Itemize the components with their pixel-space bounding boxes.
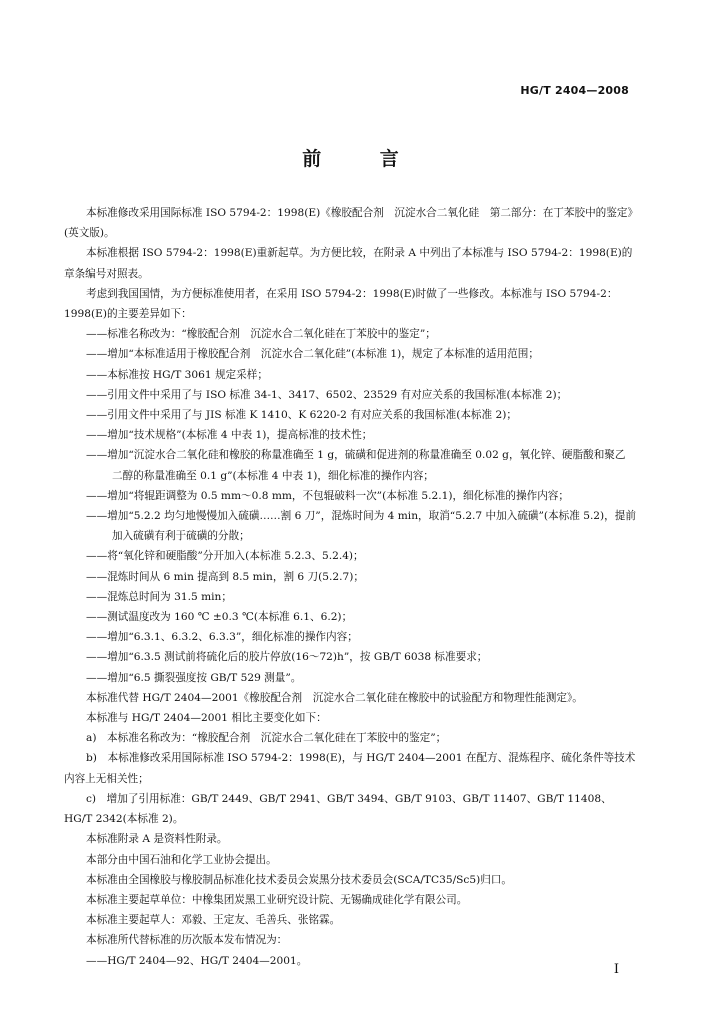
dash-item: ——增加“将辊距调整为 0.5 mm～0.8 mm，不包辊破料一次”(本标准 5.2.1)，细化标准的操作内容； (86, 489, 569, 502)
page-number: I (613, 962, 619, 977)
dash-item: ——将“氧化锌和硬脂酸”分开加入(本标准 5.2.3、5.2.4)； (86, 550, 364, 563)
paragraph-redrafting: 本标准根据 ISO 5794-2：1998(E)重新起草。为方便比较，在附录 A 中列出了本标准与 ISO 5794-2：1998(E)的章条编号对照表。 (64, 247, 633, 280)
list-item-b: b) 本标准修改采用国际标准 ISO 5794-2：1998(E)，与 HG/T 2404—2001 在配方、混炼程序、硫化条件等技术内容上无相关性； (64, 752, 636, 785)
dash-item: ——增加“6.3.5 测试前将硫化后的胶片停放(16～72)h”，按 GB/T 6038 标准要求； (86, 651, 488, 664)
dash-item: ——引用文件中采用了与 JIS 标准 K 1410、K 6220-2 有对应关系的我国标准(本标准 2)； (86, 409, 517, 422)
paragraph-proposer: 本部分由中国石油和化学工业协会提出。 (86, 853, 277, 866)
dash-item: ——HG/T 2404—92、HG/T 2404—2001。 (86, 954, 308, 967)
standard-code: HG/T 2404—2008 (520, 84, 629, 97)
paragraph-history-intro: 本标准所代替标准的历次版本发布情况为： (86, 934, 288, 947)
dash-item: ——增加“5.2.2 均匀地慢慢加入硫磺……割 6 刀”，混炼时间为 4 min，取消“5.2.7 中加入硫磺”(本标准 5.2)，提前加入硫磺有利于硫磺的分散； (86, 510, 636, 543)
list-item-a: a) 本标准名称改为：“橡胶配合剂 沉淀水合二氧化硅在丁苯胶中的鉴定”； (86, 732, 447, 745)
dash-item: ——增加“本标准适用于橡胶配合剂 沉淀水合二氧化硅”(本标准 1)，规定了本标准的适用范围； (86, 348, 539, 361)
paragraph-appendix: 本标准附录 A 是资料性附录。 (86, 833, 228, 846)
dash-item: ——增加“6.3.1、6.3.2、6.3.3”，细化标准的操作内容； (86, 631, 358, 644)
document-body (64, 203, 636, 971)
paragraph-changes-intro: 本标准与 HG/T 2404—2001 相比主要变化如下： (86, 712, 327, 725)
dash-item: ——增加“沉淀水合二氧化硅和橡胶的称量准确至 1 g，硫磺和促进剂的称量准确至 0.02 g，氧化锌、硬脂酸和聚乙二醇的称量准确至 0.1 g”(本标准 4 中表 1)，细化标准的操作内容； (86, 449, 626, 482)
dash-item: ——本标准按 HG/T 3061 规定采样； (86, 368, 268, 381)
dash-item: ——增加“技术规格”(本标准 4 中表 1)，提高标准的技术性； (86, 429, 373, 442)
paragraph-replaces: 本标准代替 HG/T 2404—2001《橡胶配合剂 沉淀水合二氧化硅在橡胶中的试验配方和物理性能测定》。 (86, 691, 583, 704)
dash-item: ——引用文件中采用了与 ISO 标准 34-1、3417、6502、23529 有对应关系的我国标准(本标准 2)； (86, 388, 568, 401)
dash-item: ——测试温度改为 160 ℃ ±0.3 ℃(本标准 6.1、6.2)； (86, 611, 353, 624)
dash-item: ——标准名称改为：“橡胶配合剂 沉淀水合二氧化硅在丁苯胶中的鉴定”； (86, 328, 436, 341)
paragraph-drafters: 本标准主要起草人：邓毅、王定友、毛善兵、张铭霖。 (86, 914, 341, 927)
dash-item: ——混炼总时间为 31.5 min； (86, 590, 232, 603)
dash-item: ——增加“6.5 撕裂强度按 GB/T 529 测量”。 (86, 671, 302, 684)
paragraph-drafting-units: 本标准主要起草单位：中橡集团炭黑工业研究设计院、无锡确成硅化学有限公司。 (86, 893, 468, 906)
paragraph-committee: 本标准由全国橡胶与橡胶制品标准化技术委员会炭黑分技术委员会(SCA/TC35/Sc5)归口。 (86, 873, 512, 886)
dash-item: ——混炼时间从 6 min 提高到 8.5 min，割 6 刀(5.2.7)； (86, 570, 364, 583)
page-title: 前 言 (302, 148, 425, 170)
list-item-c: c) 增加了引用标准：GB/T 2449、GB/T 2941、GB/T 3494、GB/T 9103、GB/T 11407、GB/T 11408、HG/T 2342(本标准 2)。 (64, 792, 612, 826)
paragraph-differences-intro: 考虑到我国国情，为方便标准使用者，在采用 ISO 5794-2：1998(E)时做了一些修改。本标准与 ISO 5794-2：1998(E)的主要差异如下： (64, 287, 618, 321)
paragraph-adoption: 本标准修改采用国际标准 ISO 5794-2：1998(E)《橡胶配合剂 沉淀水合二氧化硅 第二部分：在丁苯胶中的鉴定》(英文版)。 (64, 207, 633, 240)
